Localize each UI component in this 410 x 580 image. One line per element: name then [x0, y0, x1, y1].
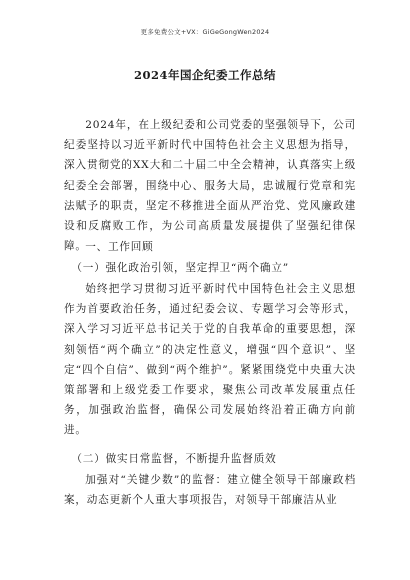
subsection2-body-container: [64, 470, 356, 510]
intro-paragraph: 2024年，在上级纪委和公司党委的坚强领导下，公司纪委坚持以习近平新时代中国特色社会主义思想为指导，深入贯彻党的XX大和二十届二中全会精神，认真落实上级纪委全会部署，围绕中心、服务大局，忠诚履行党章和宪法赋予的职责，坚定不移推进全面从严治党、党风廉政建设和反腐败工作，为公司高质量发展提供了坚强纪律保障。: [64, 119, 356, 253]
section-heading-container: [64, 237, 356, 257]
subsection-heading-container: [64, 258, 356, 278]
document-title: 2024年国企纪委工作总结: [133, 68, 276, 82]
subsection2-heading: （二）做实日常监督，不断提升监督质效: [71, 453, 277, 465]
header-note: 更多免费公文+VX：GiGeGongWen2024: [140, 28, 270, 36]
subsection1-heading: （一）强化政治引领，坚定捍卫“两个确立”: [71, 262, 289, 274]
intro-section: [64, 115, 356, 256]
subsection2-paragraph: 加强对“关键少数”的监督：建立健全领导干部廉政档案，动态更新个人重大事项报告，对领导干部廉洁从业: [64, 474, 356, 507]
subsection1-body-container: [64, 279, 356, 441]
subsection-heading-container: [64, 449, 356, 469]
subsection1-paragraph: 始终把学习贯彻习近平新时代中国特色社会主义思想作为首要政治任务，通过纪委会议、专题学习会等形式，深入学习习近平总书记关于党的自我革命的重要思想，深刻领悟“两个确立”的决定性意义，增强“四个意识”、坚定“四个自信”、做到“两个维护”。紧紧围绕党中央重大决策部署和上级党委工作要求，聚焦公司改革发展重点任务，加强政治监督，确保公司发展始终沿着正确方向前进。: [64, 283, 356, 437]
section1-heading: 一、工作回顾: [85, 241, 154, 253]
